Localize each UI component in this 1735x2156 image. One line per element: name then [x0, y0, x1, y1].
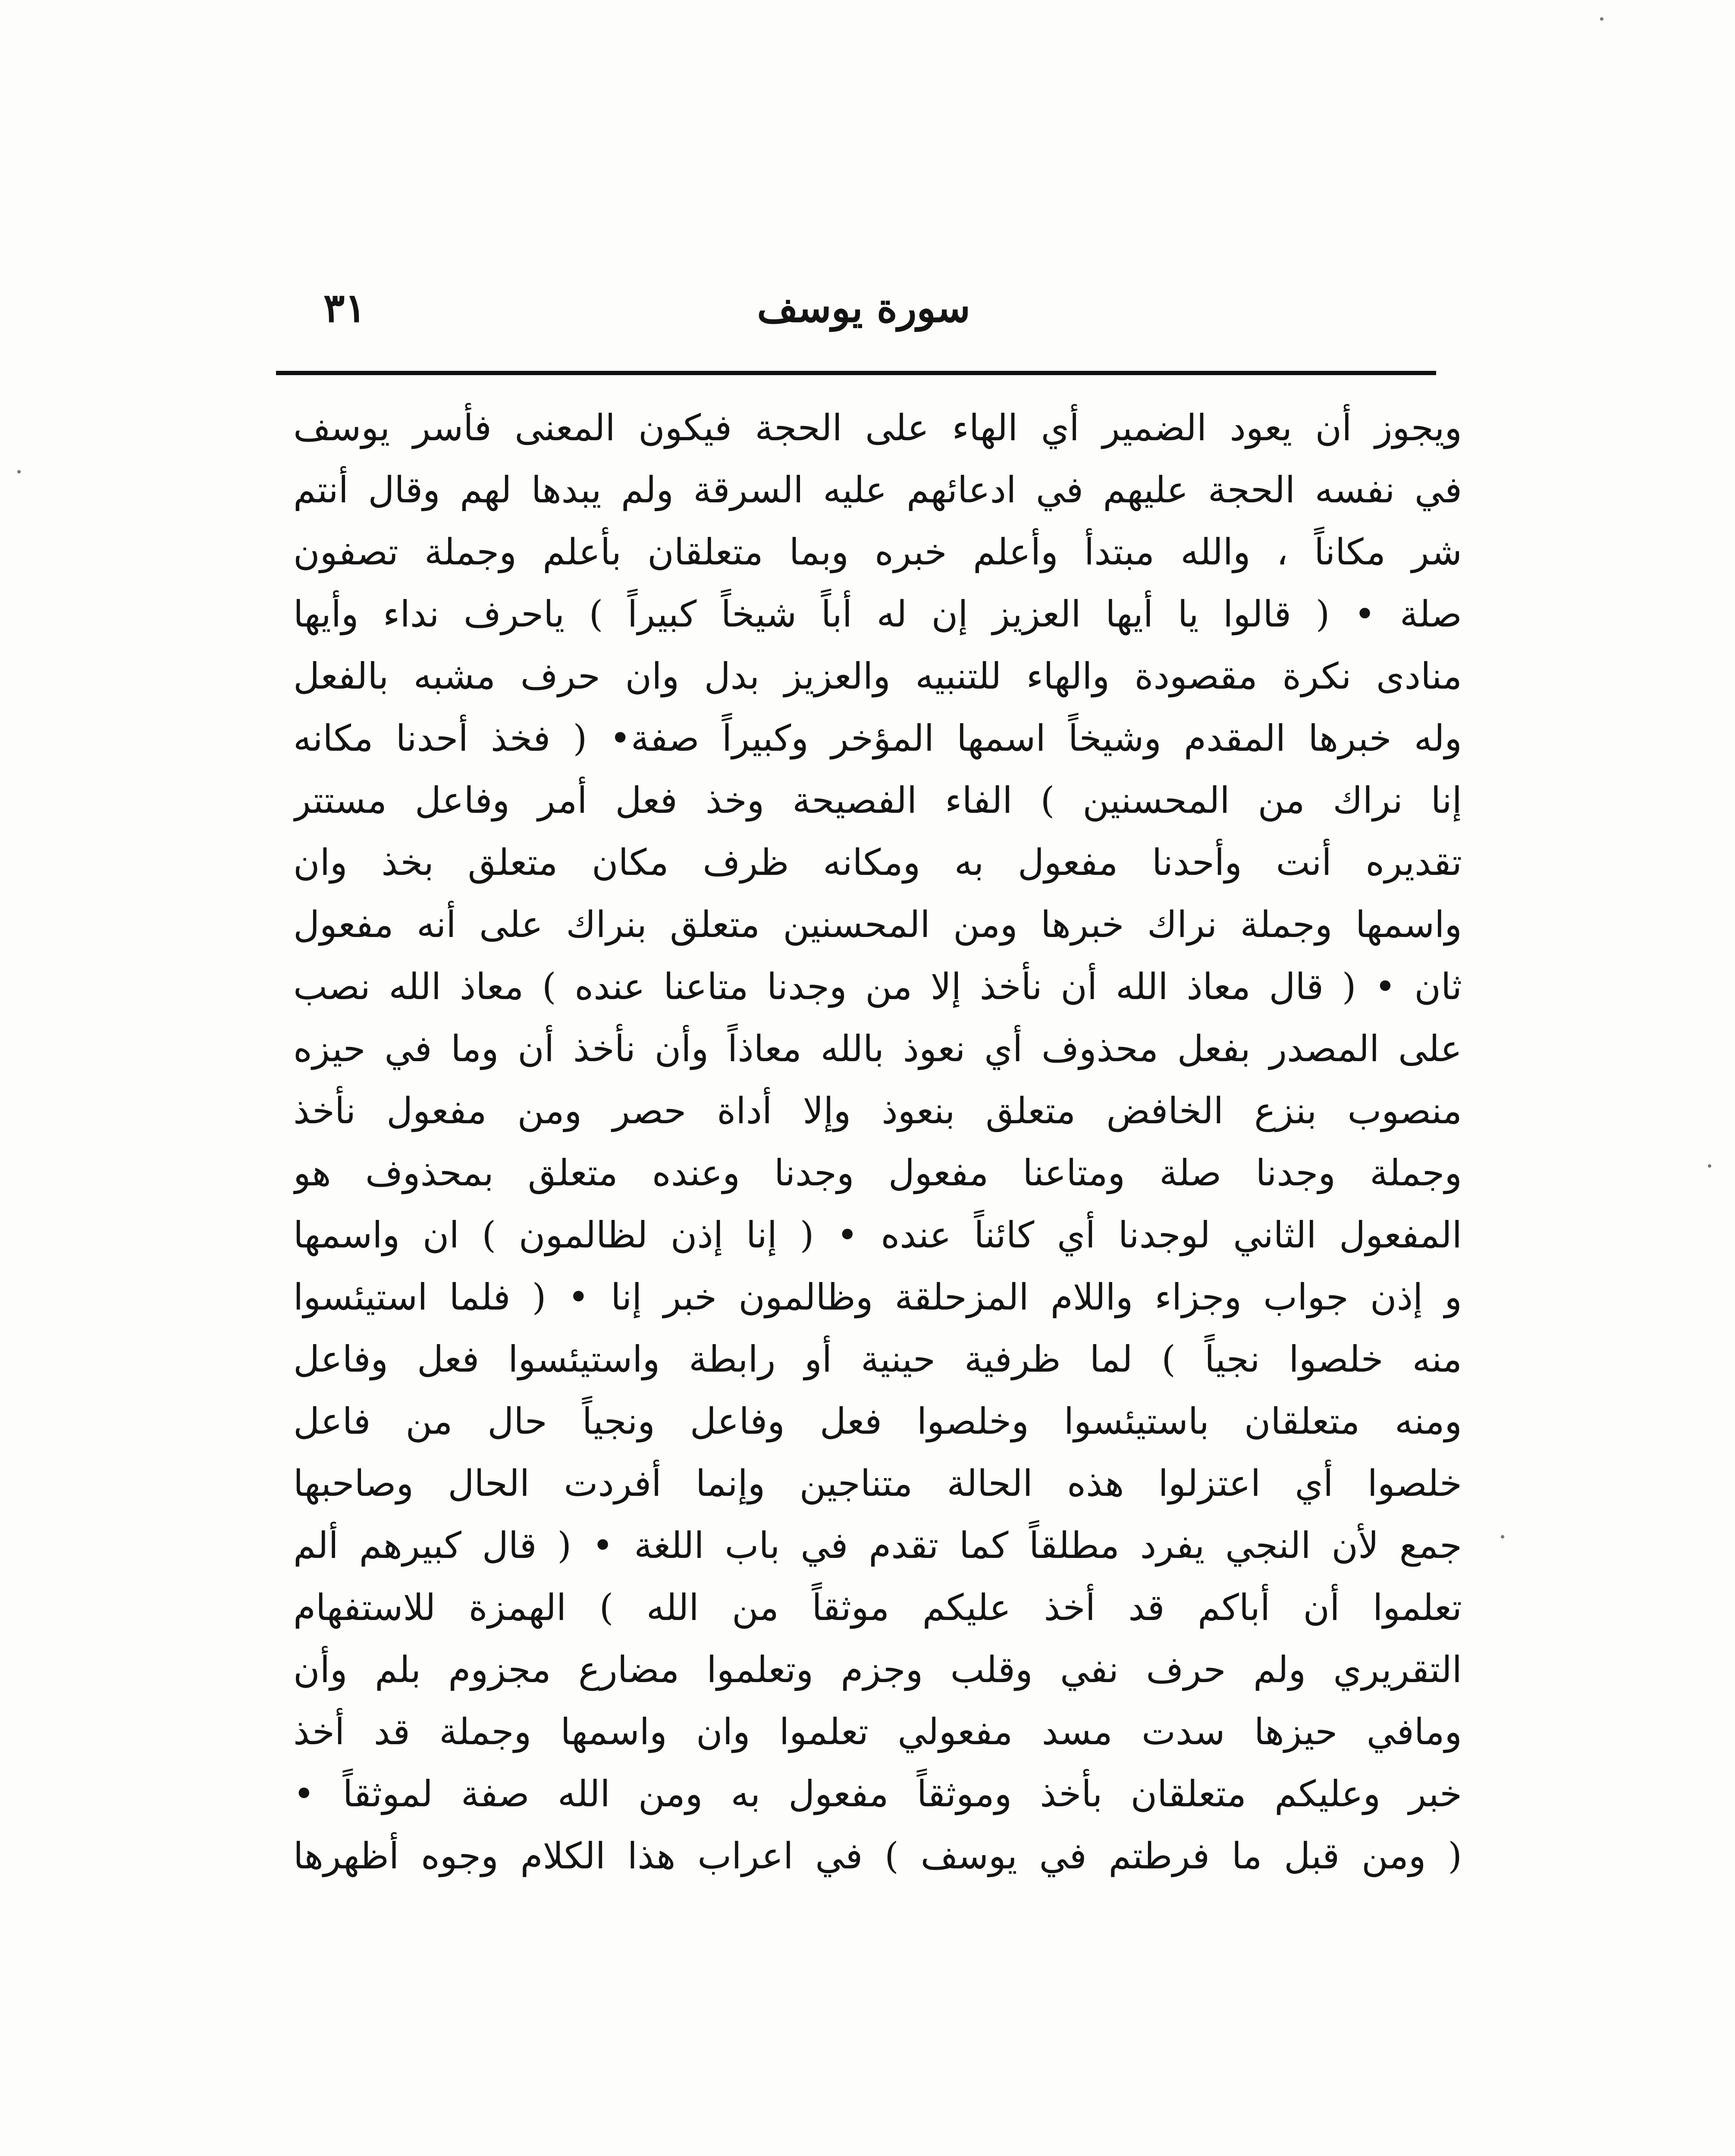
page-number: ٣١ [323, 285, 366, 331]
text-line: وله خبرها المقدم وشيخاً اسمها المؤخر وكبيراً صفة• ( فخذ أحدنا مكانه [293, 717, 1462, 759]
text-line: واسمها وجملة نراك خبرها ومن المحسنين متعلق بنراك على أنه مفعول [293, 903, 1462, 946]
text-line: وجملة وجدنا صلة ومتاعنا مفعول وجدنا وعنده متعلق بمحذوف هو [293, 1152, 1462, 1194]
scan-speck [1600, 17, 1603, 21]
text-line: ثان • ( قال معاذ الله أن نأخذ إلا من وجدنا متاعنا عنده ) معاذ الله نصب [293, 965, 1462, 1008]
text-line: تعلموا أن أباكم قد أخذ عليكم موثقاً من الله ) الهمزة للاستفهام [293, 1586, 1462, 1629]
text-line: إنا نراك من المحسنين ) الفاء الفصيحة وخذ فعل أمر وفاعل مستتر [293, 779, 1462, 821]
running-title: سورة يوسف [757, 285, 970, 331]
scan-speck [17, 470, 21, 473]
text-line: ( ومن قبل ما فرطتم في يوسف ) في اعراب هذا الكلام وجوه أظهرها [293, 1835, 1462, 1877]
text-line: المفعول الثاني لوجدنا أي كائناً عنده • ( إنا إذن لظالمون ) ان واسمها [293, 1214, 1462, 1256]
scan-speck [1501, 1535, 1504, 1539]
scan-speck [1708, 1164, 1711, 1168]
text-line: تقديره أنت وأحدنا مفعول به ومكانه ظرف مكان متعلق بخذ وان [293, 841, 1462, 884]
text-line: على المصدر بفعل محذوف أي نعوذ بالله معاذاً وأن نأخذ أن وما في حيزه [293, 1028, 1462, 1070]
text-line: خلصوا أي اعتزلوا هذه الحالة متناجين وإنما أفردت الحال وصاحبها [293, 1462, 1462, 1504]
text-line: صلة • ( قالوا يا أيها العزيز إن له أباً شيخاً كبيراً ) ياحرف نداء وأيها [293, 593, 1462, 635]
text-line: ويجوز أن يعود الضمير أي الهاء على الحجة فيكون المعنى فأسر يوسف [293, 407, 1462, 449]
text-line: منصوب بنزع الخافض متعلق بنعوذ وإلا أداة حصر ومن مفعول نأخذ [293, 1090, 1462, 1132]
header-divider [276, 371, 1436, 375]
text-line: خبر وعليكم متعلقان بأخذ وموثقاً مفعول به ومن الله صفة لموثقاً • [293, 1773, 1462, 1815]
page-body [293, 397, 1462, 1887]
text-line: منادى نكرة مقصودة والهاء للتنبيه والعزيز بدل وان حرف مشبه بالفعل [293, 655, 1462, 697]
text-line: في نفسه الحجة عليهم في ادعائهم عليه السرقة ولم يبدها لهم وقال أنتم [293, 469, 1462, 511]
text-line: منه خلصوا نجياً ) لما ظرفية حينية أو رابطة واستيئسوا فعل وفاعل [293, 1338, 1462, 1380]
page-header [276, 276, 1436, 362]
text-line: التقريري ولم حرف نفي وقلب وجزم وتعلموا مضارع مجزوم بلم وأن [293, 1648, 1462, 1691]
text-line: ومافي حيزها سدت مسد مفعولي تعلموا وان واسمها وجملة قد أخذ [293, 1711, 1462, 1753]
text-line: و إذن جواب وجزاء واللام المزحلقة وظالمون خبر إنا • ( فلما استيئسوا [293, 1276, 1462, 1318]
text-line: شر مكاناً ، والله مبتدأ وأعلم خبره وبما متعلقان بأعلم وجملة تصفون [293, 531, 1462, 573]
text-line: ومنه متعلقان باستيئسوا وخلصوا فعل وفاعل ونجياً حال من فاعل [293, 1400, 1462, 1442]
text-line: جمع لأن النجي يفرد مطلقاً كما تقدم في باب اللغة • ( قال كبيرهم ألم [293, 1524, 1462, 1567]
